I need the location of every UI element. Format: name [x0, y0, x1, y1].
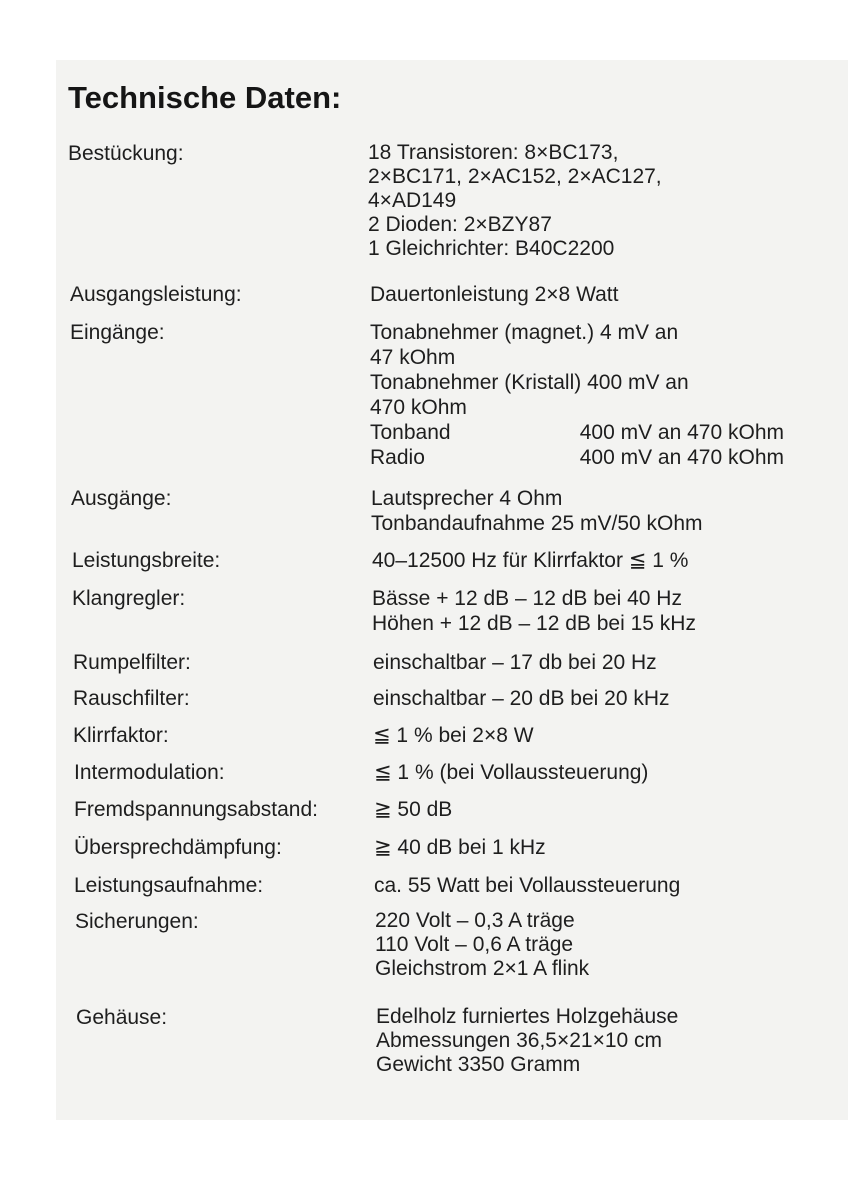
spec-label-klirrfaktor: Klirrfaktor: [73, 724, 169, 747]
value-line: Edelholz furniertes Holzgehäuse [376, 1005, 679, 1028]
value-line: 18 Transistoren: 8×BC173, [368, 141, 619, 164]
spec-label-ausgangsleistung: Ausgangsleistung: [70, 283, 242, 306]
value-line: 1 Gleichrichter: B40C2200 [368, 237, 615, 260]
value-line: Gleichstrom 2×1 A flink [375, 957, 590, 980]
value-line: Tonbandaufnahme 25 mV/50 kOhm [371, 512, 703, 535]
spec-label-ausgaenge: Ausgänge: [71, 487, 172, 510]
spec-value-leistungsbreite [372, 548, 786, 573]
value-line: 47 kOhm [370, 346, 456, 369]
value-line: 110 Volt – 0,6 A träge [375, 933, 574, 956]
spec-label-intermodulation: Intermodulation: [74, 761, 225, 784]
value-line: 470 kOhm [370, 396, 467, 419]
spec-value-rumpelfilter [373, 650, 787, 675]
value-line: 4×AD149 [368, 189, 457, 212]
page-title: Technische Daten: [68, 80, 342, 115]
input-spec: 400 mV an 470 kOhm [579, 421, 784, 444]
value-line: 2 Dioden: 2×BZY87 [368, 213, 552, 236]
input-name: Tonband [370, 421, 451, 444]
value-line: ca. 55 Watt bei Vollaussteuerung [374, 874, 681, 897]
value-line: Bässe + 12 dB – 12 dB bei 40 Hz [372, 587, 682, 610]
spec-value-ausgaenge [371, 486, 785, 536]
spec-label-sicherungen: Sicherungen: [75, 910, 199, 933]
value-line: ≧ 40 dB bei 1 kHz [374, 836, 546, 859]
value-line: ≧ 50 dB [374, 798, 453, 821]
value-line: einschaltbar – 20 dB bei 20 kHz [373, 687, 670, 710]
spec-label-leistungsaufnahme: Leistungsaufnahme: [74, 874, 264, 897]
value-line: 2×BC171, 2×AC152, 2×AC127, [368, 165, 662, 188]
value-line: Abmessungen 36,5×21×10 cm [376, 1029, 663, 1052]
input-name: Radio [370, 446, 425, 469]
spec-label-rauschfilter: Rauschfilter: [73, 687, 190, 710]
spec-value-leistungsaufnahme [374, 873, 794, 898]
value-line: Tonabnehmer (Kristall) 400 mV an [370, 371, 689, 394]
value-line: Lautsprecher 4 Ohm [371, 487, 563, 510]
spec-label-bestueckung: Bestückung: [68, 142, 184, 165]
value-line: 220 Volt – 0,3 A träge [375, 909, 575, 932]
spec-value-intermodulation [374, 760, 788, 785]
spec-value-bestueckung [368, 141, 748, 261]
spec-label-fremdspannungsabstand: Fremdspannungsabstand: [74, 798, 318, 821]
spec-label-rumpelfilter: Rumpelfilter: [73, 651, 191, 674]
value-table-row [370, 445, 784, 470]
spec-value-fremdspannungsabstand [374, 797, 788, 822]
input-spec: 400 mV an 470 kOhm [579, 446, 784, 469]
spec-value-sicherungen [375, 909, 789, 981]
value-line: ≦ 1 % (bei Vollaussteuerung) [374, 761, 649, 784]
spec-value-rauschfilter [373, 686, 787, 711]
spec-value-ausgangsleistung [370, 282, 770, 307]
spec-label-leistungsbreite: Leistungsbreite: [72, 549, 221, 572]
spec-value-gehaeuse [376, 1005, 790, 1077]
spec-label-eingaenge: Eingänge: [70, 321, 165, 344]
spec-value-eingaenge [370, 320, 784, 470]
spec-value-klangregler [372, 586, 786, 636]
value-line: 40–12500 Hz für Klirrfaktor ≦ 1 % [372, 549, 689, 572]
spec-value-klirrfaktor [373, 723, 787, 748]
value-line: Dauertonleistung 2×8 Watt [370, 283, 619, 306]
spec-value-uebersprechdaempfung [374, 835, 788, 860]
value-line: Tonabnehmer (magnet.) 4 mV an [370, 321, 679, 344]
spec-label-uebersprechdaempfung: Übersprechdämpfung: [74, 836, 282, 859]
spec-label-klangregler: Klangregler: [72, 587, 186, 610]
spec-label-gehaeuse: Gehäuse: [76, 1006, 168, 1029]
value-line: Höhen + 12 dB – 12 dB bei 15 kHz [372, 612, 696, 635]
value-line: einschaltbar – 17 db bei 20 Hz [373, 651, 657, 674]
value-table-row [370, 420, 784, 445]
value-line: ≦ 1 % bei 2×8 W [373, 724, 534, 747]
value-line: Gewicht 3350 Gramm [376, 1053, 581, 1076]
